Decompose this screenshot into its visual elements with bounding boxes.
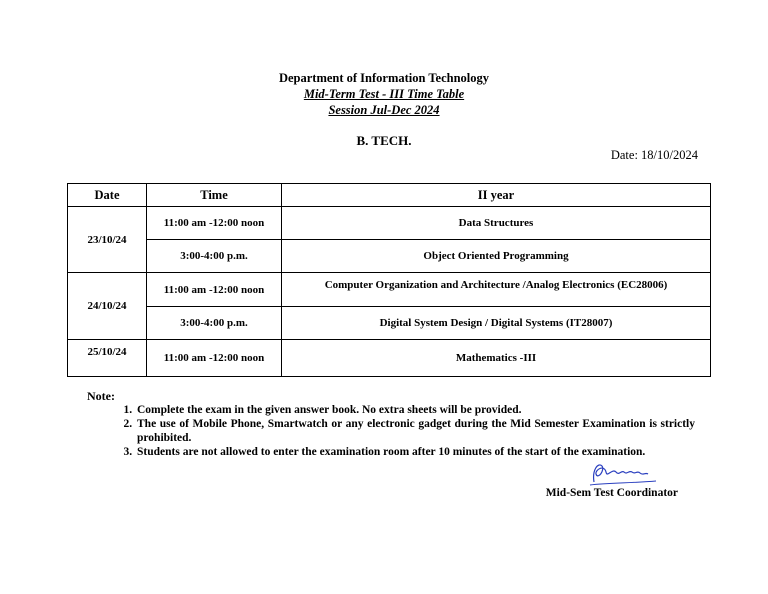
subject-cell: Data Structures <box>282 207 711 240</box>
date-cell: 25/10/24 <box>68 340 147 377</box>
time-cell: 11:00 am -12:00 noon <box>147 273 282 307</box>
column-header-year: II year <box>282 184 711 207</box>
subject-cell: Mathematics -III <box>282 340 711 377</box>
coordinator-title: Mid-Sem Test Coordinator <box>545 487 678 499</box>
session-title: Session Jul-Dec 2024 <box>328 103 440 117</box>
subject-cell: Digital System Design / Digital Systems (IT28007) <box>282 307 711 340</box>
table-row <box>68 340 711 377</box>
signature-underline <box>590 481 656 485</box>
time-cell: 11:00 am -12:00 noon <box>147 207 282 240</box>
table-row <box>68 307 711 340</box>
table-row <box>68 273 711 307</box>
table-row <box>68 207 711 240</box>
column-header-time: Time <box>147 184 282 207</box>
signature-stroke <box>594 465 648 482</box>
timetable <box>67 183 711 377</box>
list-item: 3. Students are not allowed to enter the examination room after 10 minutes of the start of the examination. <box>135 445 695 459</box>
subject-cell: Object Oriented Programming <box>282 240 711 273</box>
time-cell: 3:00-4:00 p.m. <box>147 307 282 340</box>
program-title: B. TECH. <box>356 133 412 148</box>
list-item: 2. The use of Mobile Phone, Smartwatch or any electronic gadget during the Mid Semester Examination is strictly prohibited. <box>135 417 695 445</box>
column-header-date: Date <box>68 184 147 207</box>
department-title: Department of Information Technology <box>278 71 490 85</box>
table-row <box>68 240 711 273</box>
table-header-row <box>68 184 711 207</box>
date-cell: 24/10/24 <box>68 273 147 340</box>
issue-date: Date: 18/10/2024 <box>610 148 698 162</box>
timetable-title: Mid-Term Test - III Time Table <box>303 87 465 101</box>
notes-title: Note: <box>87 389 115 403</box>
time-cell: 11:00 am -12:00 noon <box>147 340 282 377</box>
list-item: 1. Complete the exam in the given answer book. No extra sheets will be provided. <box>135 403 695 417</box>
subject-cell: Computer Organization and Architecture /Analog Electronics (EC28006) <box>282 273 711 307</box>
date-cell: 23/10/24 <box>68 207 147 273</box>
coordinator-signature <box>588 458 658 488</box>
time-cell: 3:00-4:00 p.m. <box>147 240 282 273</box>
notes-list <box>118 403 695 459</box>
